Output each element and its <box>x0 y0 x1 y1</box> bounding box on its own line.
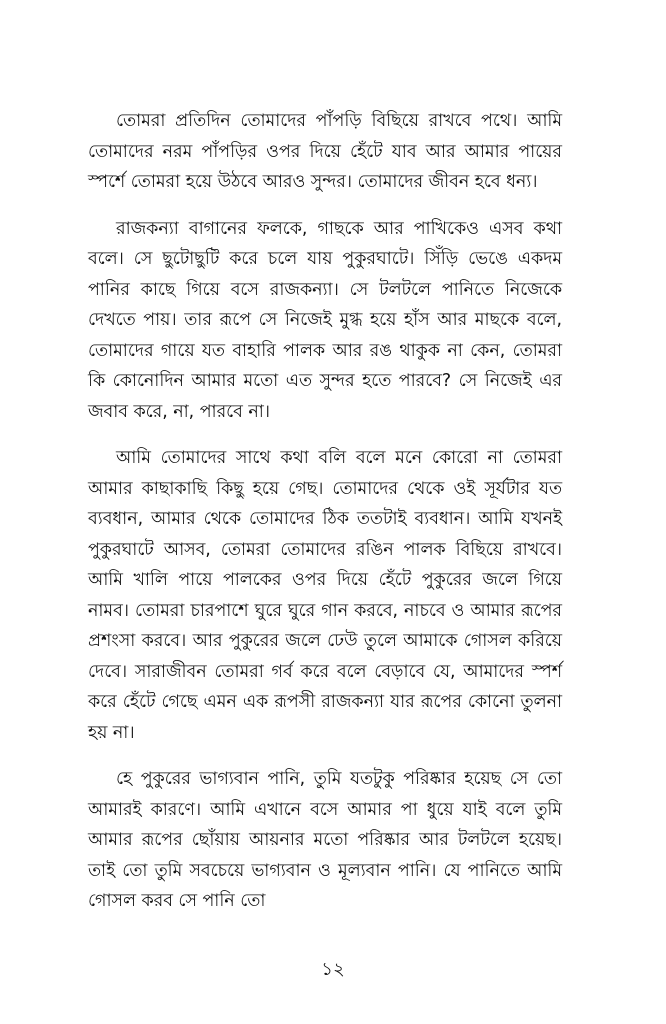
body-text <box>88 106 562 917</box>
paragraph-3: আমি তোমাদের সাথে কথা বলি বলে মনে কোরো না তোমরা আমার কাছাকাছি কিছু হয়ে গেছ। তোমাদের থেকে ওই সূর্যটার যত ব্যবধান, আমার থেকে তোমাদের ঠিক ততটাই ব্যবধান। আমি যখনই পুকুরঘাটে আসব, তোমরা তোমাদের রঙিন পালক বিছিয়ে রাখবে। আমি খালি পায়ে পালকের ওপর দিয়ে হেঁটে পুকুরের জলে গিয়ে নামব। তোমরা চারপাশে ঘুরে ঘুরে গান করবে, নাচবে ও আমার রূপের প্রশংসা করবে। আর পুকুরের জলে ঢেউ তুলে আমাকে গোসল করিয়ে দেবে। সারাজীবন তোমরা গর্ব করে বলে বেড়াবে যে, আমাদের স্পর্শ করে হেঁটে গেছে এমন এক রূপসী রাজকন্যা যার রূপের কোনো তুলনা হয় না। <box>88 448 562 743</box>
paragraph-2: রাজকন্যা বাগানের ফলকে, গাছকে আর পাখিকেও এসব কথা বলে। সে ছুটোছুটি করে চলে যায় পুকুরঘাটে। সিঁড়ি ভেঙে একদম পানির কাছে গিয়ে বসে রাজকন্যা। সে টলটলে পানিতে নিজেকে দেখতে পায়। তার রূপে সে নিজেই মুগ্ধ হয়ে হাঁস আর মাছকে বলে, তোমাদের গায়ে যত বাহারি পালক আর রঙ থাকুক না কেন, তোমরা কি কোনোদিন আমার মতো এত সুন্দর হতে পারবে? সে নিজেই এর জবাব করে, না, পারবে না। <box>88 218 562 422</box>
paragraph-4: হে পুকুরের ভাগ্যবান পানি, তুমি যতটুকু পরিষ্কার হয়েছ সে তো আমারই কারণে। আমি এখানে বসে আমার পা ধুয়ে যাই বলে তুমি আমার রূপের ছোঁয়ায় আয়নার মতো পরিষ্কার আর টলটলে হয়েছ। তাই তো তুমি সবচেয়ে ভাগ্যবান ও মূল্যবান পানি। যে পানিতে আমি গোসল করব সে পানি তো <box>88 769 562 911</box>
page-number: ১২ <box>321 959 345 980</box>
paragraph-1: তোমরা প্রতিদিন তোমাদের পাঁপড়ি বিছিয়ে রাখবে পথে। আমি তোমাদের নরম পাঁপড়ির ওপর দিয়ে হেঁটে যাব আর আমার পায়ের স্পর্শে তোমরা হয়ে উঠবে আরও সুন্দর। তোমাদের জীবন হবে ধন্য। <box>88 111 562 192</box>
